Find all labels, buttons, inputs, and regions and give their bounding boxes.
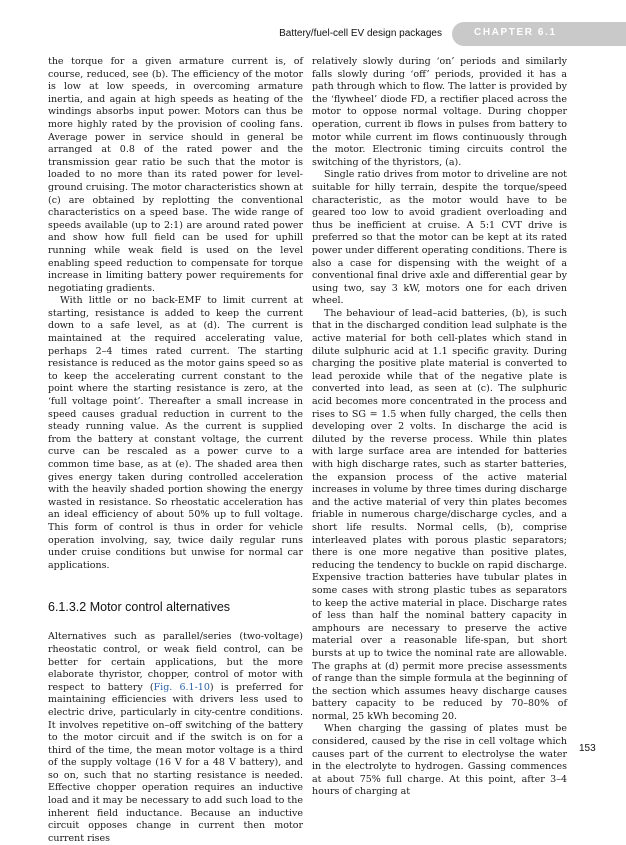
body-paragraph: relatively slowly during ‘on’ periods and similarly falls slowly during ‘off’ periods, provided it has a path through which to flow. The latter is provided by the ‘flywheel’ diode FD, a rectifier placed across the motor to oppose normal voltage. During chopper operation, current ib flows in pulses from battery to motor while current im flows continuously through the motor. Electronic timing circuits control the switching of the thyristors, (a). bbox=[312, 56, 567, 168]
paragraph-text: Alternatives such as parallel/series (two-voltage) rheostatic control, or weak field control, can be better for certain applications, but the more elaborate thyristor, chopper, control of motor with respect to battery ( bbox=[48, 631, 303, 693]
right-column bbox=[312, 56, 567, 799]
body-paragraph: Single ratio drives from motor to driveline are not suitable for hilly terrain, despite the torque/speed characteristic, as the motor would have to be geared too low to avoid gradient overloading and thus be inefficient at cruise. A 5:1 CVT drive is preferred so that the motor can be kept at its rated power under different operating conditions. There is also a case for dispensing with the weight of a conventional final drive axle and differential gear by using two, say 3 kW, motors one for each driven wheel. bbox=[312, 169, 567, 307]
body-paragraph: The behaviour of lead–acid batteries, (b), is such that in the discharged condition lead sulphate is the active material for both cell-plates which stand in dilute sulphuric acid at 1.1 specific gravity. During charging the positive plate material is converted to lead peroxide while that of the negative plate is converted into lead, as seen at (c). The sulphuric acid becomes more concentrated in the process and rises to SG = 1.5 when fully charged, the cells then developing over 2 volts. In discharge the acid is diluted by the reverse process. While thin plates with large surface area are intended for batteries with high discharge rates, such as starter batteries, the expansion process of the active material increases in volume by three times during discharge and the active material of very thin plates becomes friable in numerous charge/discharge cycles, and a short life results. Normal cells, (b), comprise interleaved plates with porous plastic separators; there is one more negative than positive plates, reducing the tendency to buckle on rapid discharge. Expensive traction batteries have tubular plates in some cases with strong plastic tubes as separators to keep the active material in place. Discharge rates of less than half the nominal battery capacity in amphours are necessary to preserve the active material over a reasonable life-span, but short bursts at up to twice the nominal rate are allowable. The graphs at (d) permit more precise assessments of range than the simple formula at the beginning of the section which assumes heavy discharge causes battery capacity to be reduced by 70–80% of normal, 25 kWh becoming 20. bbox=[312, 307, 567, 722]
running-head-title: Battery/fuel-cell EV design packages bbox=[279, 28, 442, 39]
body-paragraph: When charging the gassing of plates must be considered, caused by the rise in cell voltage which causes part of the current to electrolyse the water in the electrolyte to hydrogen. Gassing commences at about 75% full charge. At this point, after 3–4 hours of charging at bbox=[312, 723, 567, 798]
page-number: 153 bbox=[579, 743, 596, 754]
paragraph-text: ) is preferred for maintaining efficiencies with drivers less used to electric drive, particularly in city-centre conditions. It involves repetitive on–off switching of the battery to the motor circuit and if the switch is on for a third of the time, the mean motor voltage is a third of the supply voltage (16 V for a 48 V battery), and so on, such that no starting resistance is needed. Effective chopper operation requires an inductive load and it may be necessary to add such load to the inherent field inductance. Because an inductive circuit opposes change in current then motor current rises bbox=[48, 681, 304, 844]
body-paragraph: the torque for a given armature current is, of course, reduced, see (b). The efficiency of the motor is low at low speeds, in overcoming armature inertia, and again at high speeds as heating of the windings absorbs input power. Motors can thus be more highly rated by the provision of cooling fans. Average power in service should in general be arranged at 0.8 of the rated power and the transmission gear ratio be such that the motor is loaded to no more than its rated power for level-ground cruising. The motor characteristics shown at (c) are obtained by replotting the conventional characteristics on a speed base. The wide range of speeds available (up to 2:1) are around rated power and show how full field can be used for uphill running while weak field is used on the level enabling speed reduction to compensate for torque increase in limiting battery power requirements for negotiating gradients. bbox=[48, 56, 303, 294]
body-paragraph: With little or no back-EMF to limit current at starting, resistance is added to keep the current down to a safe level, as at (d). The current is maintained at the required accelerating value, perhaps 2–4 times rated current. The starting resistance is reduced as the motor gains speed so as to keep the accelerating current constant to the point where the starting resistance is zero, at the ‘full voltage point’. Thereafter a small increase in speed causes gradual reduction in current to the steady running value. As the current is supplied from the battery at constant voltage, the current curve can be rescaled as a power curve to a common time base, as at (e). The shaded area then gives energy taken during controlled acceleration with the heavily shaded portion showing the energy wasted in resistance. So rheostatic acceleration has an ideal efficiency of about 50% up to full voltage. This form of control is thus in order for vehicle operation involving, say, twice daily regular runs under cruise conditions but unwise for normal car applications. bbox=[48, 295, 303, 571]
body-paragraph bbox=[48, 631, 303, 845]
figure-link[interactable]: Fig. 6.1-10 bbox=[153, 681, 210, 693]
section-heading: 6.1.3.2 Motor control alternatives bbox=[48, 600, 231, 615]
left-column bbox=[48, 56, 303, 845]
chapter-label: CHAPTER 6.1 bbox=[474, 27, 557, 38]
running-head bbox=[0, 0, 626, 46]
